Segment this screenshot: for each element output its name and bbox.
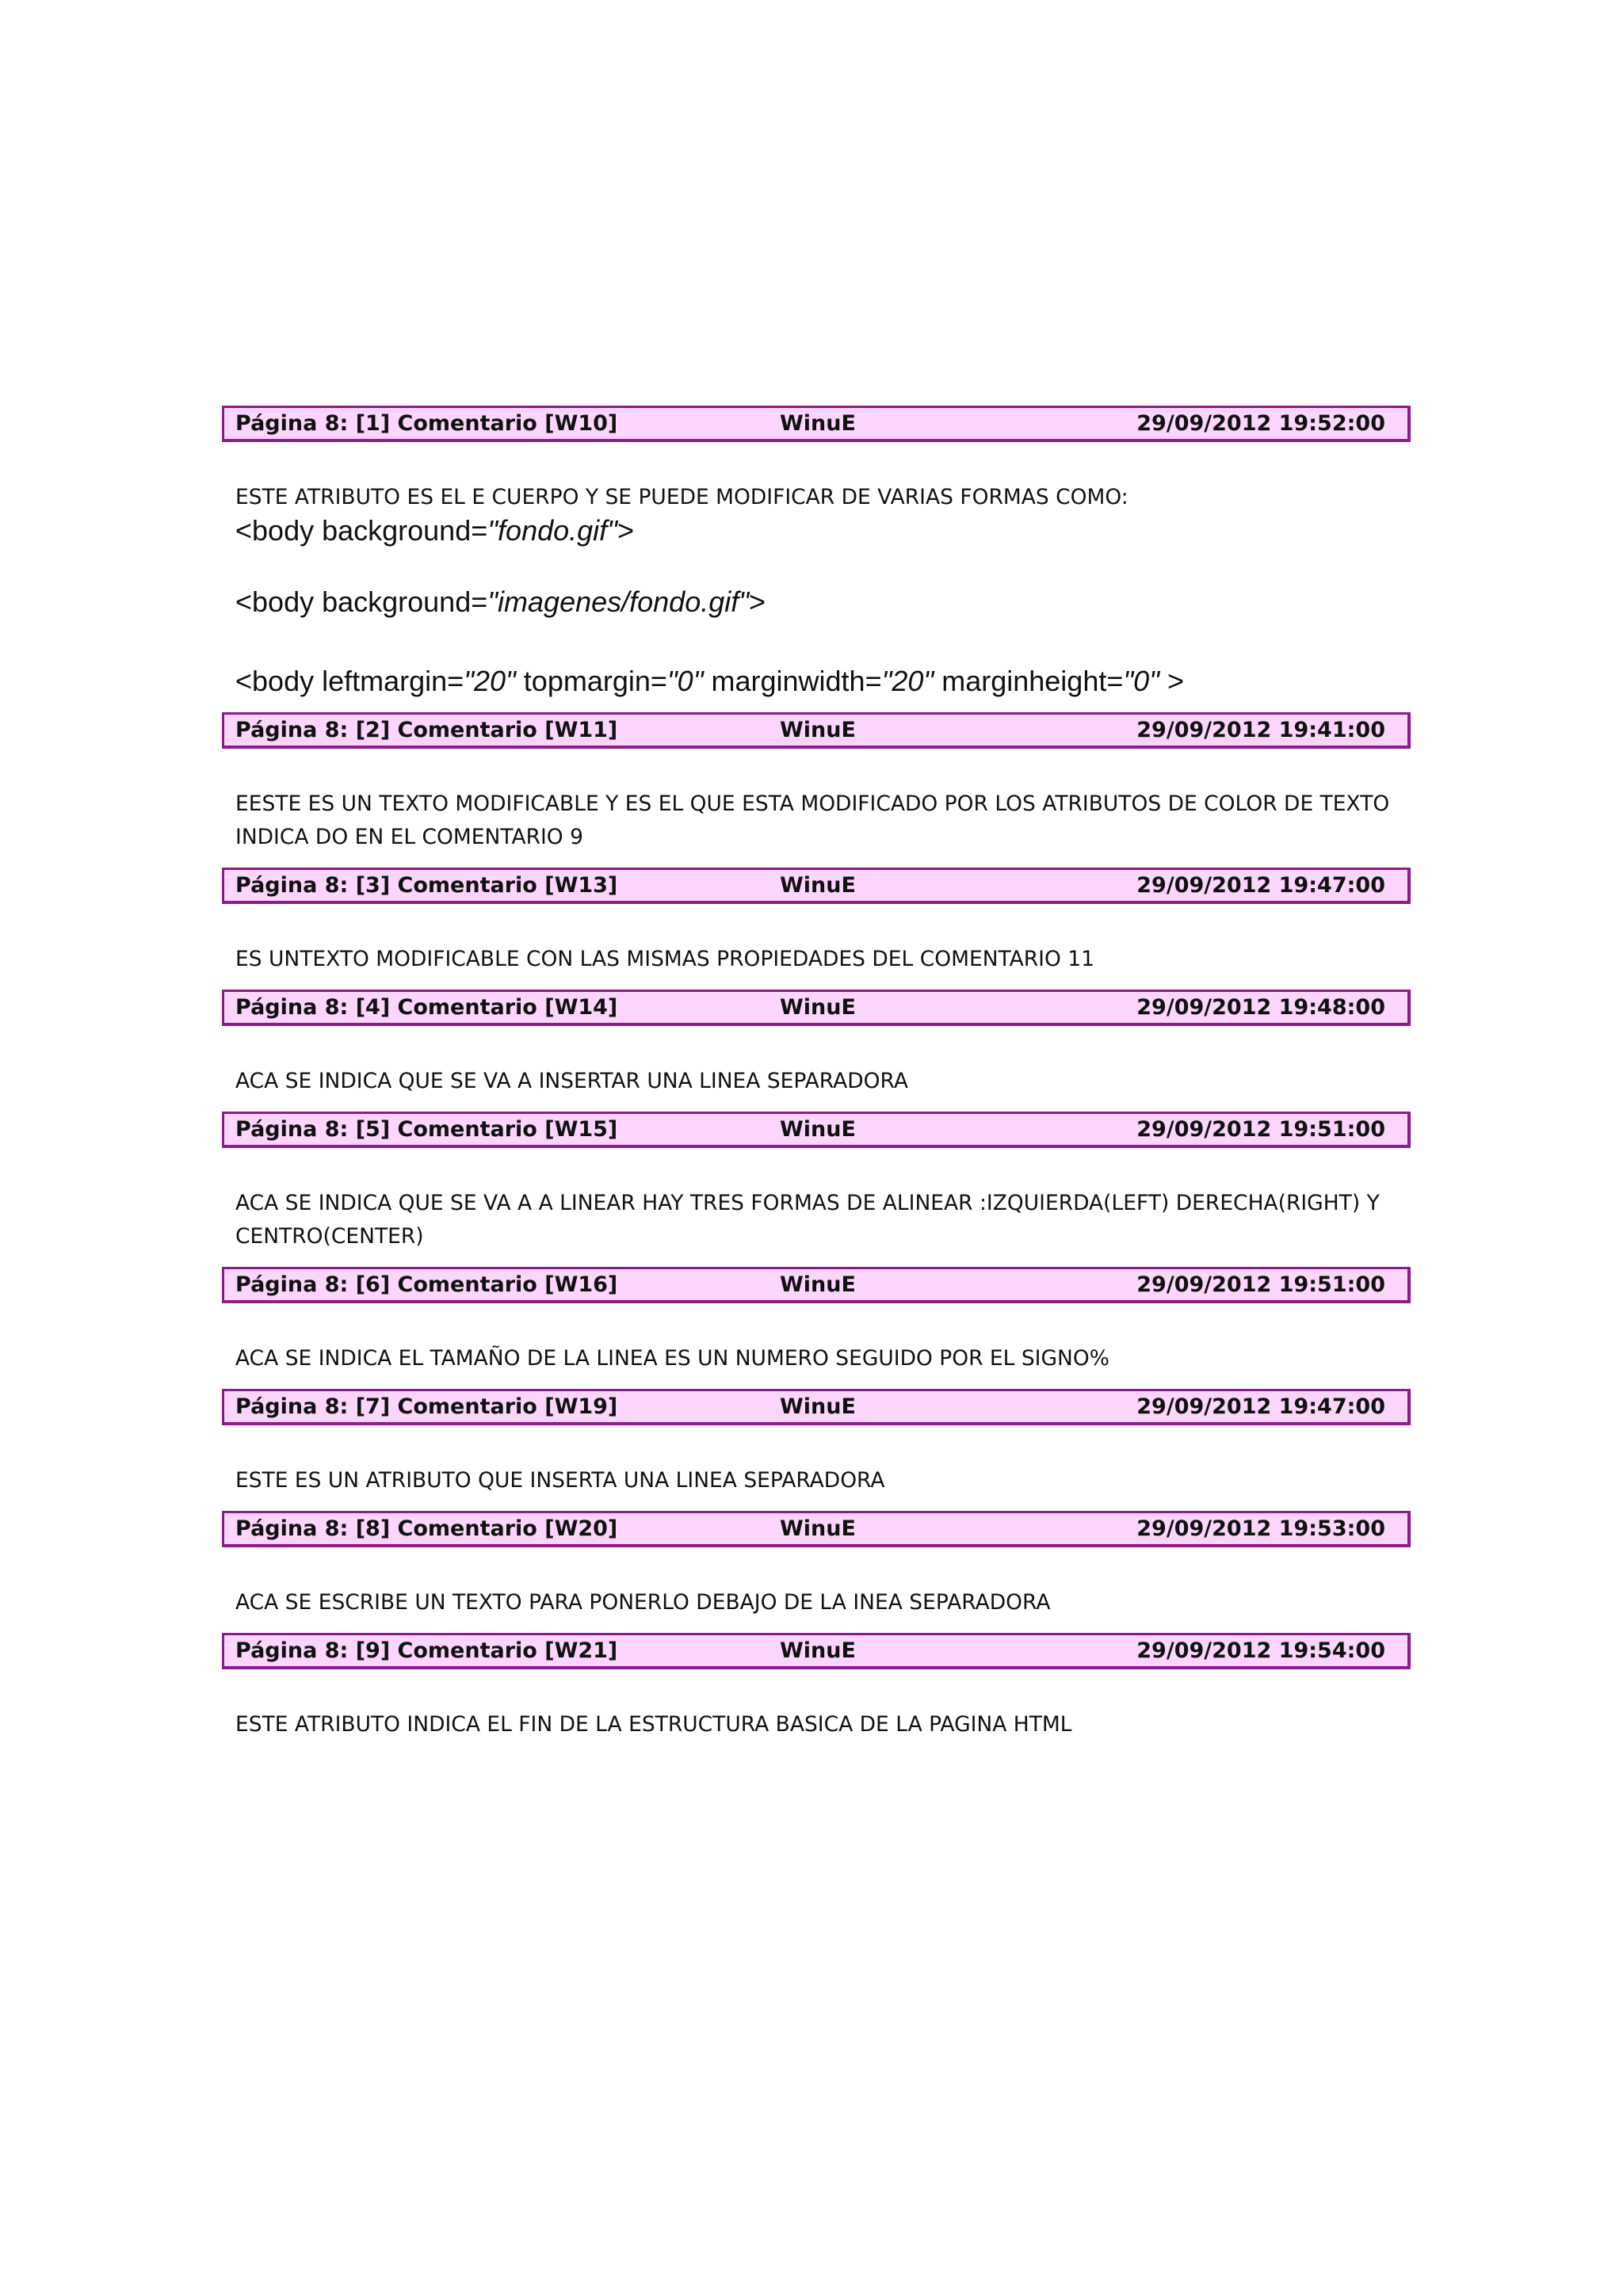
- comments-list: [222, 406, 1411, 1755]
- comment-reference: Página 8: [3] Comentario [W13]: [235, 873, 618, 898]
- comment-author: WinuE: [780, 1638, 856, 1663]
- comment-reference: Página 8: [6] Comentario [W16]: [235, 1272, 618, 1297]
- comment-date: 29/09/2012 19:48:00: [1136, 995, 1385, 1020]
- comment-header: [222, 406, 1411, 442]
- comment-body: [222, 749, 1411, 868]
- comment-text: ACA SE INDICA EL TAMAÑO DE LA LINEA ES UN NUMERO SEGUIDO POR EL SIGNO%: [235, 1346, 1109, 1371]
- comment-text: ACA SE INDICA QUE SE VA A A LINEAR HAY TRES FORMAS DE ALINEAR :IZQUIERDA(LEFT) DERECHA(RIGHT) Y CENTRO(CENTER): [235, 1191, 1380, 1249]
- code-line: <body background="imagenes/fondo.gif">: [235, 585, 766, 618]
- comment-author: WinuE: [780, 1516, 856, 1541]
- comment-text: ACA SE ESCRIBE UN TEXTO PARA PONERLO DEBAJO DE LA INEA SEPARADORA: [235, 1590, 1051, 1615]
- comment-date: 29/09/2012 19:53:00: [1136, 1516, 1385, 1541]
- comment-text: ESTE ATRIBUTO INDICA EL FIN DE LA ESTRUCTURA BASICA DE LA PAGINA HTML: [235, 1712, 1072, 1737]
- comment-header: [222, 868, 1411, 904]
- comment-header: [222, 1267, 1411, 1303]
- comment-header: [222, 990, 1411, 1026]
- comment-reference: Página 8: [9] Comentario [W21]: [235, 1638, 618, 1663]
- comment-body: [222, 442, 1411, 712]
- comment-reference: Página 8: [2] Comentario [W11]: [235, 718, 618, 742]
- comment-date: 29/09/2012 19:47:00: [1136, 873, 1385, 898]
- comment-author: WinuE: [780, 1394, 856, 1419]
- comment-author: WinuE: [780, 1117, 856, 1142]
- comment-date: 29/09/2012 19:54:00: [1136, 1638, 1385, 1663]
- code-line: <body background="fondo.gif">: [235, 514, 634, 547]
- comment-reference: Página 8: [7] Comentario [W19]: [235, 1394, 618, 1419]
- comment-body: [222, 1303, 1411, 1389]
- comment-reference: Página 8: [1] Comentario [W10]: [235, 411, 618, 436]
- comment-body: [222, 1547, 1411, 1633]
- comment-date: 29/09/2012 19:51:00: [1136, 1117, 1385, 1142]
- comment-text: ES UNTEXTO MODIFICABLE CON LAS MISMAS PROPIEDADES DEL COMENTARIO 11: [235, 947, 1095, 971]
- comment-body: [222, 904, 1411, 990]
- comment-author: WinuE: [780, 1272, 856, 1297]
- comment-header: [222, 712, 1411, 749]
- comment-header: [222, 1112, 1411, 1148]
- comment-author: WinuE: [780, 411, 856, 436]
- comment-body: [222, 1148, 1411, 1267]
- comment-date: 29/09/2012 19:52:00: [1136, 411, 1385, 436]
- comment-author: WinuE: [780, 718, 856, 742]
- comment-text: ESTE ATRIBUTO ES EL E CUERPO Y SE PUEDE MODIFICAR DE VARIAS FORMAS COMO:: [235, 485, 1128, 509]
- comment-author: WinuE: [780, 995, 856, 1020]
- comment-reference: Página 8: [8] Comentario [W20]: [235, 1516, 618, 1541]
- comment-reference: Página 8: [4] Comentario [W14]: [235, 995, 618, 1020]
- comment-date: 29/09/2012 19:41:00: [1136, 718, 1385, 742]
- code-line: <body leftmargin="20" topmargin="0" marginwidth="20" marginheight="0" >: [235, 665, 1184, 697]
- comment-text: EESTE ES UN TEXTO MODIFICABLE Y ES EL QUE ESTA MODIFICADO POR LOS ATRIBUTOS DE COLOR DE TEXTO INDICA DO EN EL COMENTARIO 9: [235, 791, 1390, 849]
- comment-header: [222, 1389, 1411, 1425]
- comment-header: [222, 1511, 1411, 1547]
- comment-reference: Página 8: [5] Comentario [W15]: [235, 1117, 618, 1142]
- comment-text: ACA SE INDICA QUE SE VA A INSERTAR UNA LINEA SEPARADORA: [235, 1069, 908, 1093]
- comment-header: [222, 1633, 1411, 1669]
- comment-body: [222, 1425, 1411, 1511]
- comment-date: 29/09/2012 19:51:00: [1136, 1272, 1385, 1297]
- comment-date: 29/09/2012 19:47:00: [1136, 1394, 1385, 1419]
- comment-body: [222, 1669, 1411, 1755]
- comment-body: [222, 1026, 1411, 1112]
- comment-text: ESTE ES UN ATRIBUTO QUE INSERTA UNA LINEA SEPARADORA: [235, 1468, 885, 1493]
- comment-author: WinuE: [780, 873, 856, 898]
